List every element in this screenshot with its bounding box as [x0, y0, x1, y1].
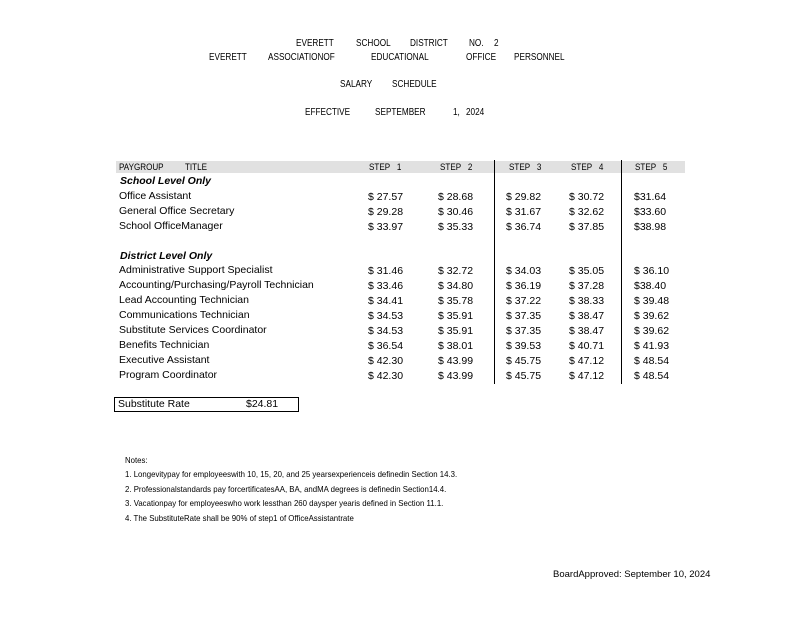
rate-step-1: $ 33.97 [368, 221, 404, 233]
rate-step-5: $38.40 [634, 280, 667, 292]
effective-word: 2024 [466, 107, 485, 118]
header-word: 2 [494, 38, 499, 49]
header-word: EVERETT [296, 38, 334, 49]
rate-step-4: $ 37.28 [569, 280, 605, 292]
rate-step-1: $ 34.53 [368, 310, 404, 322]
rate-step-1: $ 34.41 [368, 295, 404, 307]
rate-step-1: $ 42.30 [368, 370, 404, 382]
rate-step-3: $ 39.53 [506, 340, 542, 352]
rate-step-2: $ 35.78 [438, 295, 474, 307]
effective-word: SEPTEMBER [375, 107, 426, 118]
rate-step-4: $ 40.71 [569, 340, 605, 352]
step-1-header: STEP 1 [369, 162, 402, 173]
column-divider [621, 160, 622, 384]
step-2-header: STEP 2 [440, 162, 473, 173]
header-word: EVERETT [209, 52, 247, 63]
rate-step-4: $ 38.47 [569, 310, 605, 322]
rate-step-5: $ 39.62 [634, 310, 670, 322]
note-item: 3. Vacationpay for employeeswho work lessthan 260 daysper yearis defined in Section 11.1. [125, 498, 444, 508]
effective-word: 1, [453, 107, 460, 118]
rate-step-3: $ 37.35 [506, 310, 542, 322]
rate-step-5: $ 36.10 [634, 265, 670, 277]
rate-step-4: $ 38.33 [569, 295, 605, 307]
header-word: EDUCATIONAL [371, 52, 429, 63]
rate-step-3: $ 34.03 [506, 265, 542, 277]
row-title: General Office Secretary [119, 205, 235, 217]
substitute-rate-label: Substitute Rate [118, 398, 190, 410]
rate-step-4: $ 30.72 [569, 191, 605, 203]
title-header: TITLE [185, 162, 207, 173]
note-item: 4. The SubstituteRate shall be 90% of step1 of OfficeAssistantrate [125, 513, 354, 523]
rate-step-2: $ 35.33 [438, 221, 474, 233]
header-word: DISTRICT [410, 38, 448, 49]
rate-step-5: $ 41.93 [634, 340, 670, 352]
rate-step-3: $ 37.22 [506, 295, 542, 307]
rate-step-1: $ 33.46 [368, 280, 404, 292]
rate-step-3: $ 45.75 [506, 355, 542, 367]
row-title: School OfficeManager [119, 220, 223, 232]
header-word: SCHOOL [356, 38, 391, 49]
rate-step-4: $ 47.12 [569, 370, 605, 382]
rate-step-1: $ 27.57 [368, 191, 404, 203]
district-level-heading: District Level Only [120, 250, 213, 262]
step-4-header: STEP 4 [571, 162, 604, 173]
title-word: SCHEDULE [392, 79, 437, 90]
rate-step-5: $ 48.54 [634, 370, 670, 382]
row-title: Lead Accounting Technician [119, 294, 249, 306]
rate-step-3: $ 36.74 [506, 221, 542, 233]
rate-step-5: $31.64 [634, 191, 667, 203]
rate-step-4: $ 47.12 [569, 355, 605, 367]
board-approved: BoardApproved: September 10, 2024 [553, 569, 711, 580]
rate-step-2: $ 43.99 [438, 370, 474, 382]
rate-step-5: $38.98 [634, 221, 667, 233]
rate-step-5: $ 39.62 [634, 325, 670, 337]
paygroup-header: PAYGROUP [119, 162, 164, 173]
rate-step-2: $ 30.46 [438, 206, 474, 218]
rate-step-5: $33.60 [634, 206, 667, 218]
step-3-header: STEP 3 [509, 162, 542, 173]
rate-step-4: $ 37.85 [569, 221, 605, 233]
rate-step-1: $ 34.53 [368, 325, 404, 337]
rate-step-4: $ 38.47 [569, 325, 605, 337]
rate-step-3: $ 36.19 [506, 280, 542, 292]
rate-step-4: $ 32.62 [569, 206, 605, 218]
rate-step-2: $ 43.99 [438, 355, 474, 367]
rate-step-2: $ 38.01 [438, 340, 474, 352]
row-title: Communications Technician [119, 309, 250, 321]
notes-heading: Notes: [125, 455, 148, 465]
title-word: SALARY [340, 79, 373, 90]
rate-step-2: $ 35.91 [438, 325, 474, 337]
row-title: Benefits Technician [119, 339, 210, 351]
rate-step-1: $ 36.54 [368, 340, 404, 352]
row-title: Program Coordinator [119, 369, 218, 381]
column-divider [494, 160, 495, 384]
rate-step-2: $ 28.68 [438, 191, 474, 203]
note-item: 1. Longevitypay for employeeswith 10, 15, 20, and 25 yearsexperienceis definedin Section 14.3. [125, 469, 458, 479]
header-word: OFFICE [466, 52, 497, 63]
row-title: Accounting/Purchasing/Payroll Technician [119, 279, 314, 291]
school-level-heading: School Level Only [120, 175, 212, 187]
substitute-rate-box [114, 397, 299, 412]
note-item: 2. Professionalstandards pay forcertificatesAA, BA, andMA degrees is definedin Section14.4. [125, 484, 447, 494]
rate-step-5: $ 39.48 [634, 295, 670, 307]
row-title: Executive Assistant [119, 354, 210, 366]
rate-step-3: $ 31.67 [506, 206, 542, 218]
rate-step-3: $ 29.82 [506, 191, 542, 203]
row-title: Office Assistant [119, 190, 192, 202]
effective-word: EFFECTIVE [305, 107, 351, 118]
rate-step-4: $ 35.05 [569, 265, 605, 277]
row-title: Administrative Support Specialist [119, 264, 273, 276]
rate-step-2: $ 34.80 [438, 280, 474, 292]
rate-step-1: $ 31.46 [368, 265, 404, 277]
rate-step-2: $ 32.72 [438, 265, 474, 277]
rate-step-1: $ 29.28 [368, 206, 404, 218]
rate-step-1: $ 42.30 [368, 355, 404, 367]
rate-step-3: $ 37.35 [506, 325, 542, 337]
step-5-header: STEP 5 [635, 162, 668, 173]
header-word: ASSOCIATIONOF [268, 52, 335, 63]
row-title: Substitute Services Coordinator [119, 324, 267, 336]
header-word: PERSONNEL [514, 52, 565, 63]
rate-step-2: $ 35.91 [438, 310, 474, 322]
header-word: NO. [469, 38, 484, 49]
rate-step-5: $ 48.54 [634, 355, 670, 367]
rate-step-3: $ 45.75 [506, 370, 542, 382]
substitute-rate-value: $24.81 [246, 398, 279, 410]
